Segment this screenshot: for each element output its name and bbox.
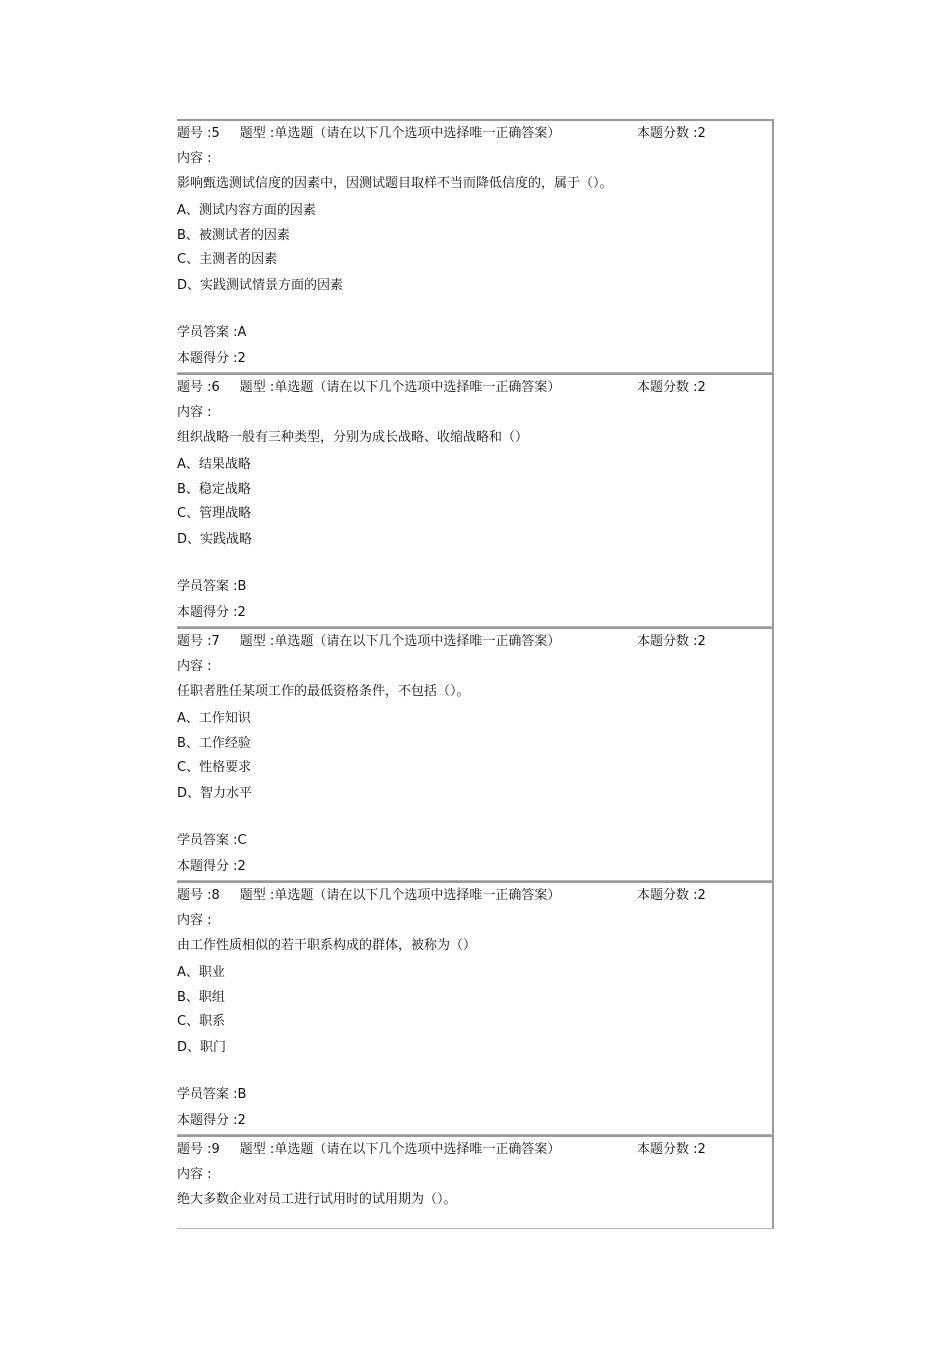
qnum-label: 题号 : [177, 1142, 212, 1157]
option-d: D、实践战略 [177, 532, 253, 547]
question-score [637, 634, 706, 650]
question-block-9 [177, 1135, 774, 1229]
score-label: 本题分数 : [637, 634, 698, 649]
question-type: 单选题（请在以下几个选项中选择唯一正确答案） [274, 1142, 561, 1157]
points-earned [177, 605, 246, 621]
student-answer [177, 579, 246, 595]
question-header [177, 888, 560, 904]
answer-label: 学员答案 : [177, 833, 238, 848]
student-answer [177, 1087, 246, 1103]
score-value: 2 [697, 634, 706, 649]
points-earned [177, 859, 246, 875]
option-b: B、稳定战略 [177, 482, 251, 497]
question-score [637, 888, 706, 904]
question-stem: 组织战略一般有三种类型，分别为成长战略、收缩战略和（） [177, 430, 529, 445]
qtype-label: 题型 : [239, 888, 275, 903]
points-value: 2 [237, 351, 246, 366]
question-stem: 任职者胜任某项工作的最低资格条件，不包括（）。 [177, 684, 470, 699]
points-label: 本题得分 : [177, 351, 238, 366]
answer-label: 学员答案 : [177, 579, 238, 594]
qnum-label: 题号 : [177, 888, 212, 903]
student-answer [177, 833, 247, 849]
answer-value: B [237, 1087, 247, 1102]
question-stem: 绝大多数企业对员工进行试用时的试用期为（）。 [177, 1192, 457, 1207]
answer-label: 学员答案 : [177, 1087, 238, 1102]
answer-value: A [237, 325, 247, 340]
option-b: B、被测试者的因素 [177, 228, 290, 243]
score-label: 本题分数 : [637, 126, 698, 141]
qnum-label: 题号 : [177, 126, 212, 141]
question-score [637, 126, 706, 142]
option-c: C、性格要求 [177, 760, 252, 775]
score-label: 本题分数 : [637, 888, 698, 903]
qnum-label: 题号 : [177, 380, 212, 395]
question-number: 6 [211, 380, 220, 395]
question-sheet [177, 119, 774, 1229]
score-value: 2 [697, 380, 706, 395]
question-number: 7 [211, 634, 220, 649]
qtype-label: 题型 : [239, 126, 275, 141]
answer-value: C [237, 833, 247, 848]
option-c: C、职系 [177, 1014, 226, 1029]
qnum-label: 题号 : [177, 634, 212, 649]
question-type: 单选题（请在以下几个选项中选择唯一正确答案） [274, 634, 561, 649]
answer-value: B [237, 579, 247, 594]
points-value: 2 [237, 859, 246, 874]
points-earned [177, 1113, 246, 1129]
points-label: 本题得分 : [177, 859, 238, 874]
question-number: 8 [211, 888, 220, 903]
question-score [637, 1142, 706, 1158]
content-label: 内容 : [177, 913, 212, 928]
option-d: D、智力水平 [177, 786, 253, 801]
option-b: B、工作经验 [177, 736, 251, 751]
question-stem: 影响甄选测试信度的因素中，因测试题目取样不当而降低信度的，属于（）。 [177, 176, 613, 191]
score-value: 2 [697, 126, 706, 141]
option-a: A、工作知识 [177, 711, 251, 726]
question-score [637, 380, 706, 396]
option-d: D、职门 [177, 1040, 227, 1055]
content-label: 内容 : [177, 151, 212, 166]
qtype-label: 题型 : [239, 1142, 275, 1157]
content-label: 内容 : [177, 405, 212, 420]
question-header [177, 634, 560, 650]
question-header [177, 380, 560, 396]
option-b: B、职组 [177, 990, 225, 1005]
option-a: A、测试内容方面的因素 [177, 203, 316, 218]
question-stem: 由工作性质相似的若干职系构成的群体，被称为（） [177, 938, 477, 953]
content-label: 内容 : [177, 1167, 212, 1182]
question-block-8 [177, 881, 774, 1135]
option-c: C、管理战略 [177, 506, 252, 521]
points-value: 2 [237, 605, 246, 620]
score-value: 2 [697, 1142, 706, 1157]
answer-label: 学员答案 : [177, 325, 238, 340]
qtype-label: 题型 : [239, 380, 275, 395]
option-c: C、主测者的因素 [177, 252, 278, 267]
question-block-5 [177, 119, 774, 373]
option-a: A、结果战略 [177, 457, 251, 472]
qtype-label: 题型 : [239, 634, 275, 649]
points-label: 本题得分 : [177, 605, 238, 620]
question-block-6 [177, 373, 774, 627]
question-number: 9 [211, 1142, 220, 1157]
content-label: 内容 : [177, 659, 212, 674]
score-label: 本题分数 : [637, 1142, 698, 1157]
points-earned [177, 351, 246, 367]
question-header [177, 1142, 560, 1158]
score-value: 2 [697, 888, 706, 903]
points-value: 2 [237, 1113, 246, 1128]
option-d: D、实践测试情景方面的因素 [177, 278, 344, 293]
points-label: 本题得分 : [177, 1113, 238, 1128]
question-type: 单选题（请在以下几个选项中选择唯一正确答案） [274, 888, 561, 903]
score-label: 本题分数 : [637, 380, 698, 395]
question-block-7 [177, 627, 774, 881]
question-type: 单选题（请在以下几个选项中选择唯一正确答案） [274, 380, 561, 395]
question-type: 单选题（请在以下几个选项中选择唯一正确答案） [274, 126, 561, 141]
student-answer [177, 325, 246, 341]
question-number: 5 [211, 126, 220, 141]
option-a: A、职业 [177, 965, 225, 980]
question-header [177, 126, 560, 142]
